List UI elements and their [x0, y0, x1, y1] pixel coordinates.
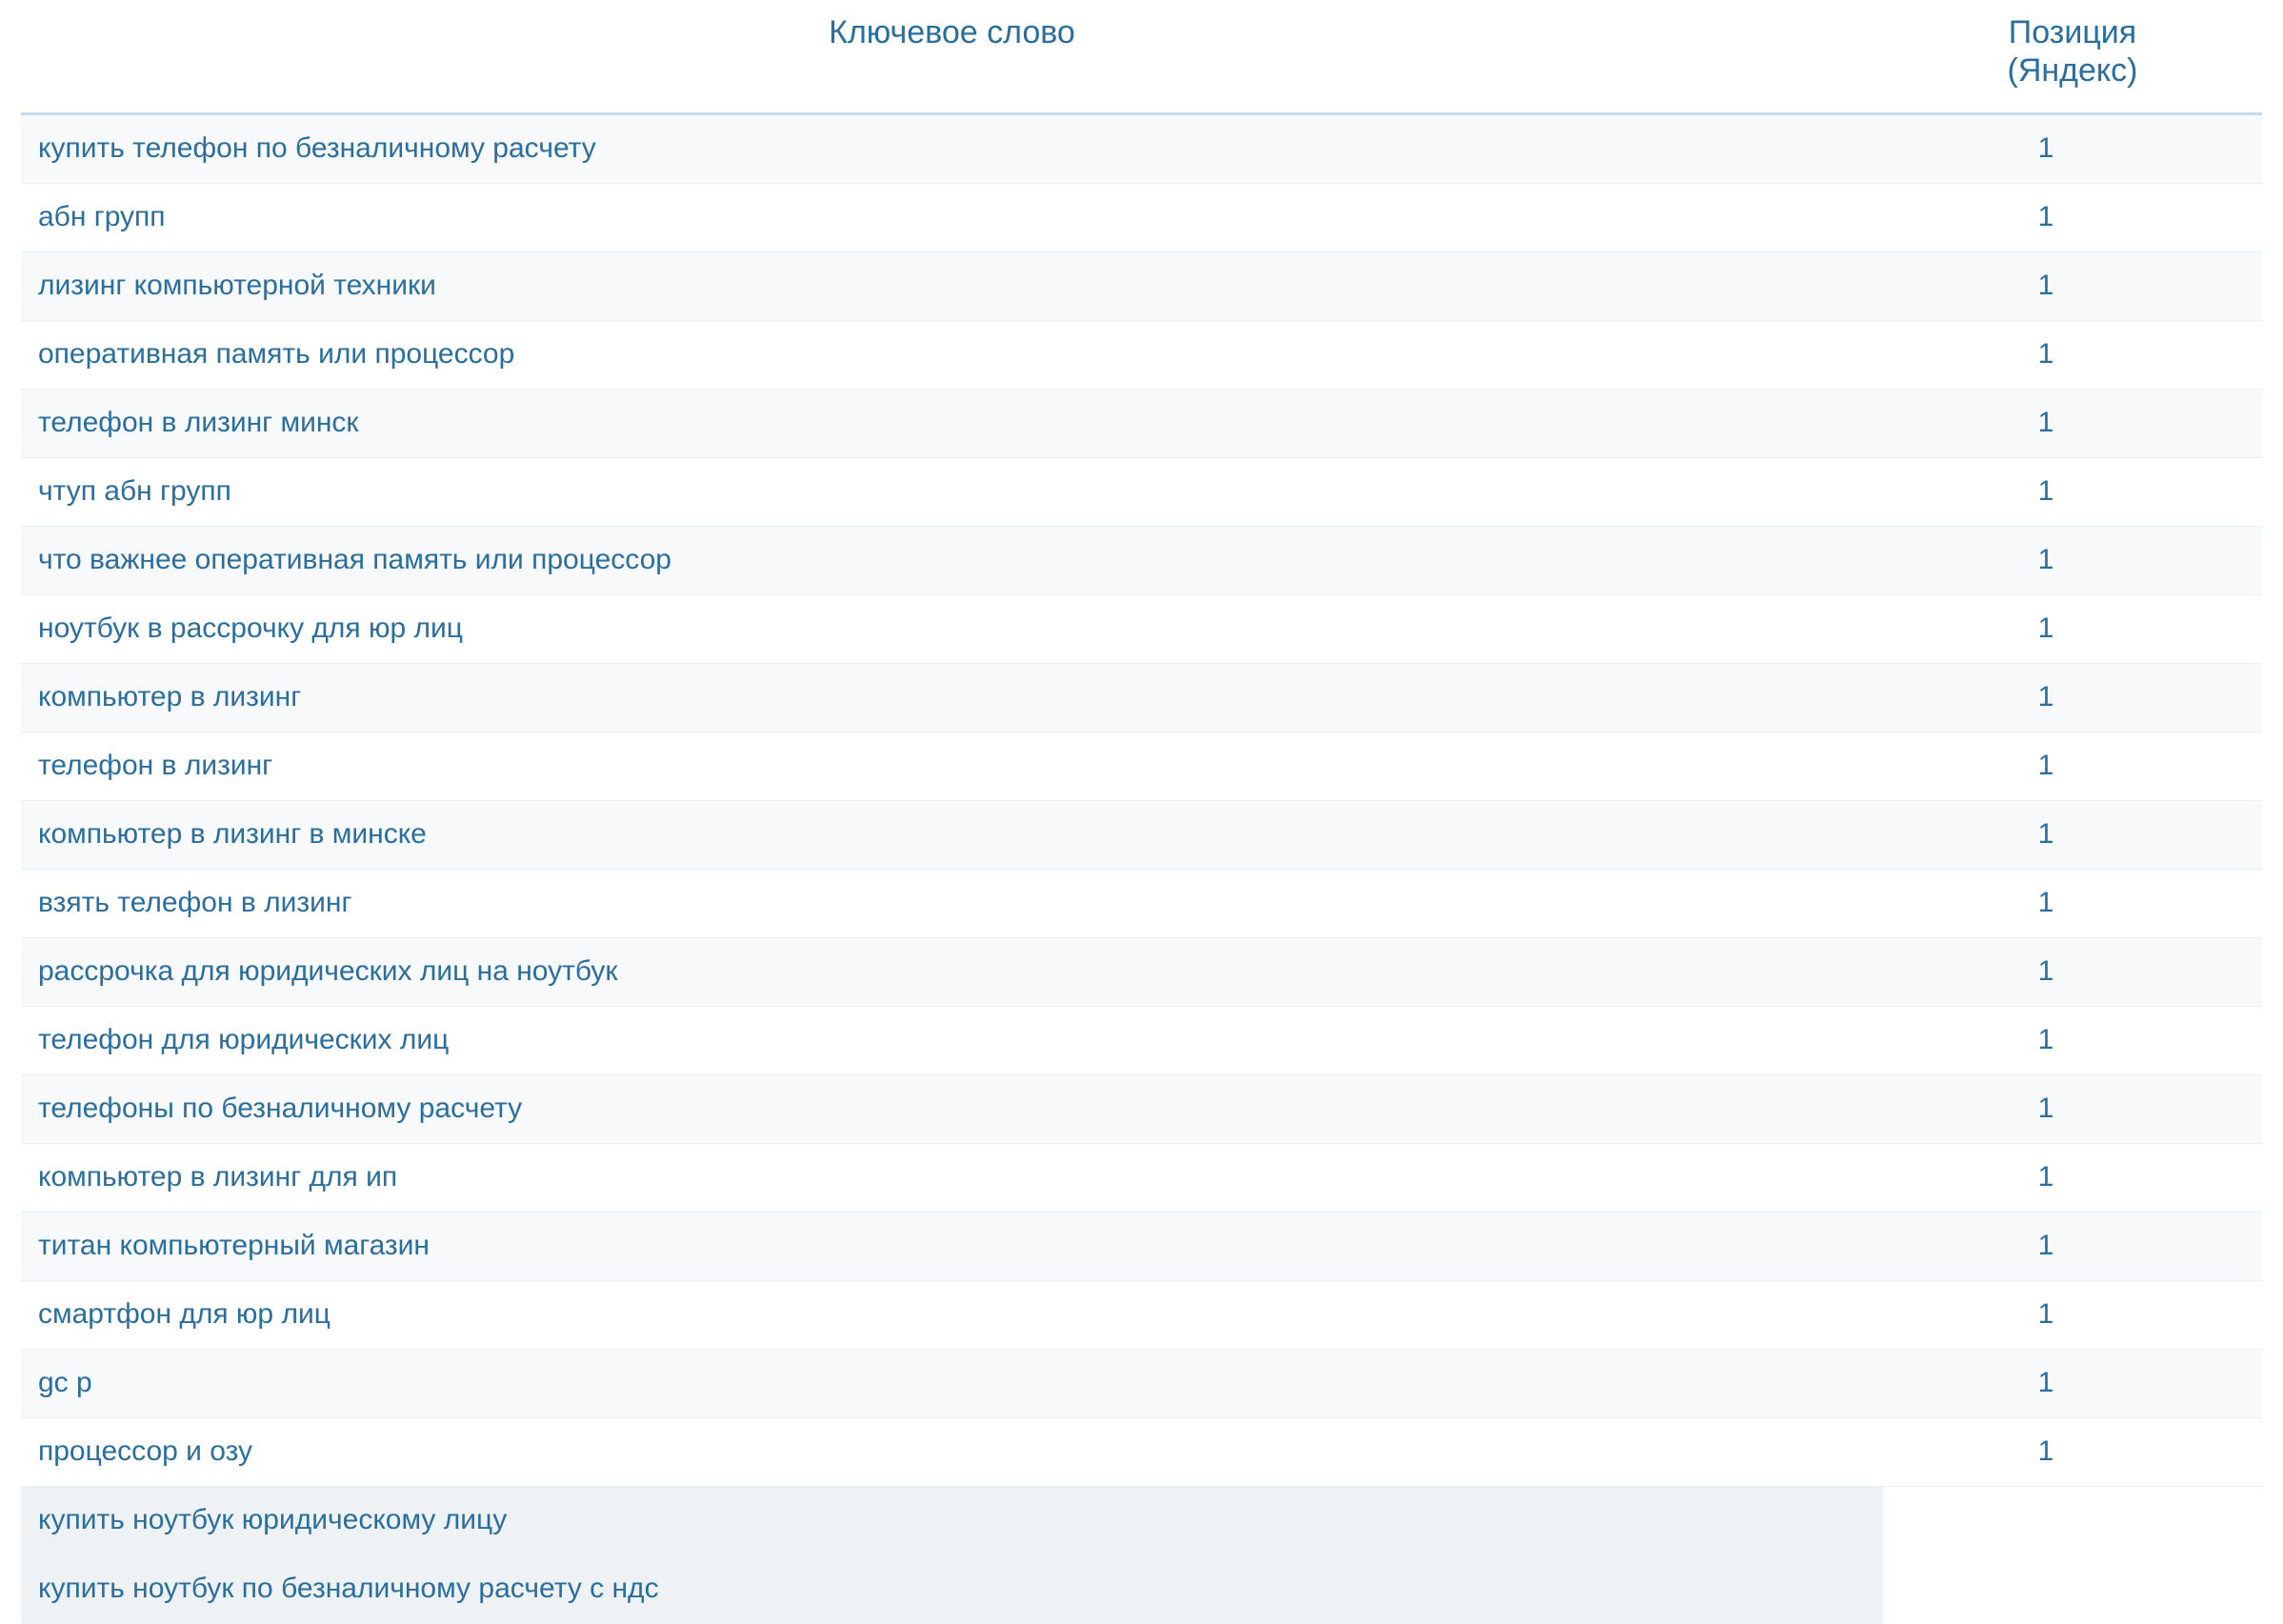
cell-position: 1 [1883, 1418, 2262, 1487]
cell-keyword: компьютер в лизинг в минске [21, 801, 1883, 870]
table-row [21, 801, 2262, 870]
cell-position: 1 [1883, 1144, 2262, 1213]
cell-position: 1 [1883, 1281, 2262, 1350]
table-row [21, 595, 2262, 664]
table-row [21, 1350, 2262, 1418]
cell-position: 1 [1883, 1213, 2262, 1281]
table-row [21, 1144, 2262, 1213]
cell-position: 1 [1883, 458, 2262, 527]
table-row [21, 252, 2262, 321]
cell-position: 1 [1883, 801, 2262, 870]
table-row [21, 1213, 2262, 1281]
column-header-position [1883, 0, 2262, 114]
column-header-position-label-line2: (Яндекс) [2007, 52, 2138, 90]
table-header-row [21, 0, 2262, 114]
cell-keyword: купить телефон по безналичному расчету [21, 114, 1883, 184]
cell-position: 1 [1883, 1075, 2262, 1144]
cell-position: 1 [1883, 732, 2262, 801]
cell-position: 1 [1883, 252, 2262, 321]
cell-position [1883, 1487, 2262, 1555]
cell-position: 1 [1883, 390, 2262, 458]
cell-keyword: оперативная память или процессор [21, 321, 1883, 390]
cell-keyword: процессор и озу [21, 1418, 1883, 1487]
table-row [21, 458, 2262, 527]
column-header-keyword [21, 0, 1883, 114]
cell-keyword: купить ноутбук по безналичному расчету с ндс [21, 1555, 1883, 1624]
cell-keyword: компьютер в лизинг для ип [21, 1144, 1883, 1213]
cell-keyword: телефоны по безналичному расчету [21, 1075, 1883, 1144]
cell-keyword: абн групп [21, 184, 1883, 252]
table-row [21, 184, 2262, 252]
cell-keyword: смартфон для юр лиц [21, 1281, 1883, 1350]
table-row [21, 870, 2262, 938]
table-row [21, 390, 2262, 458]
table-row [21, 1281, 2262, 1350]
cell-keyword: компьютер в лизинг [21, 664, 1883, 732]
table-row [21, 1418, 2262, 1487]
cell-keyword: купить ноутбук юридическому лицу [21, 1487, 1883, 1555]
table-row [21, 1487, 2262, 1555]
cell-keyword: чтуп абн групп [21, 458, 1883, 527]
cell-position: 1 [1883, 1350, 2262, 1418]
column-header-position-label-line1: Позиция [2008, 14, 2137, 50]
cell-position: 1 [1883, 870, 2262, 938]
cell-keyword: что важнее оперативная память или процессор [21, 527, 1883, 595]
table-row [21, 938, 2262, 1007]
cell-keyword: лизинг компьютерной техники [21, 252, 1883, 321]
cell-position: 1 [1883, 938, 2262, 1007]
cell-position: 1 [1883, 114, 2262, 184]
cell-keyword: взять телефон в лизинг [21, 870, 1883, 938]
table-header [21, 0, 2262, 114]
cell-keyword: телефон в лизинг [21, 732, 1883, 801]
cell-position: 1 [1883, 527, 2262, 595]
table-row [21, 114, 2262, 184]
table-row [21, 321, 2262, 390]
cell-position: 1 [1883, 664, 2262, 732]
table-row [21, 732, 2262, 801]
cell-keyword: gc p [21, 1350, 1883, 1418]
cell-keyword: рассрочка для юридических лиц на ноутбук [21, 938, 1883, 1007]
cell-position: 1 [1883, 184, 2262, 252]
cell-position: 1 [1883, 1007, 2262, 1075]
keywords-positions-table [21, 0, 2262, 1624]
table-body [21, 114, 2262, 1624]
cell-position: 1 [1883, 321, 2262, 390]
column-header-keyword-label: Ключевое слово [829, 14, 1075, 50]
cell-keyword: телефон в лизинг минск [21, 390, 1883, 458]
table-row [21, 1075, 2262, 1144]
cell-keyword: ноутбук в рассрочку для юр лиц [21, 595, 1883, 664]
table-row [21, 664, 2262, 732]
cell-position: 1 [1883, 595, 2262, 664]
table-row [21, 1007, 2262, 1075]
table-row [21, 527, 2262, 595]
cell-keyword: телефон для юридических лиц [21, 1007, 1883, 1075]
cell-keyword: титан компьютерный магазин [21, 1213, 1883, 1281]
